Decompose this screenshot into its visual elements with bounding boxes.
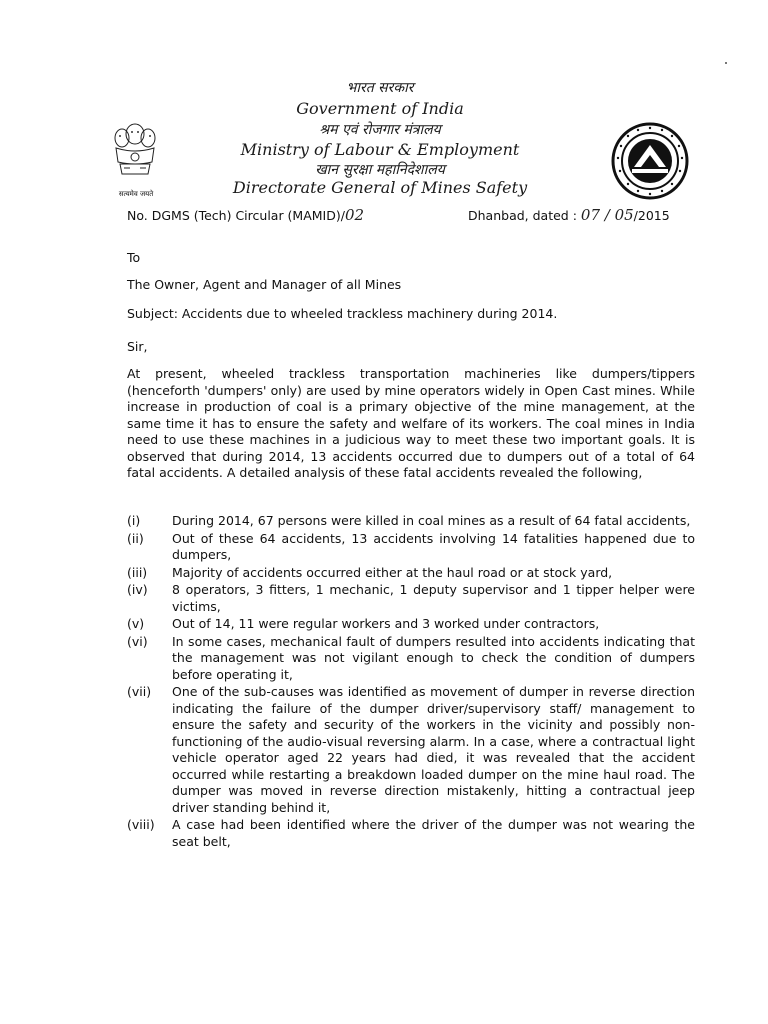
list-item — [127, 817, 695, 850]
list-item-number: (viii) — [127, 817, 155, 832]
list-item — [127, 616, 695, 633]
country-title: Government of India — [296, 99, 464, 118]
findings-list — [127, 513, 695, 851]
list-item-number: (iii) — [127, 564, 148, 580]
scan-speck — [725, 62, 727, 64]
list-item-number: (iv) — [127, 582, 148, 597]
place-date-label: Dhanbad, dated : — [468, 208, 577, 223]
list-item-text: 8 operators, 3 fitters, 1 mechanic, 1 deputy supervisor and 1 tipper helper were victims, — [172, 582, 695, 614]
hindi-ministry-title: श्रम एवं रोजगार मंत्रालय — [319, 122, 441, 138]
list-item — [127, 634, 695, 684]
circular-number — [127, 206, 364, 224]
list-item-number: (v) — [127, 616, 145, 631]
list-item-number: (ii) — [127, 530, 144, 546]
list-item — [127, 565, 695, 582]
list-item-number: (vi) — [127, 633, 148, 649]
list-item-text: Majority of accidents occurred either at the haul road or at stock yard, — [172, 564, 613, 580]
list-item — [127, 513, 695, 530]
national-emblem-icon — [110, 118, 160, 198]
list-item — [127, 531, 695, 564]
emblem-caption: सत्यमेव जयते — [118, 190, 154, 198]
list-item-text: Out of these 64 accidents, 13 accidents involving 14 fatalities happened due to dumpers, — [172, 530, 695, 562]
list-item-number: (vii) — [127, 684, 152, 699]
place-date — [468, 206, 670, 224]
directorate-title: Directorate General of Mines Safety — [232, 178, 528, 197]
list-item — [127, 684, 695, 816]
date-year: /2015 — [633, 208, 670, 223]
list-item — [127, 582, 695, 615]
subject-line: Subject: Accidents due to wheeled trackless machinery during 2014. — [127, 306, 558, 321]
list-item-text: A case had been identified where the driver of the dumper was not wearing the seat belt, — [172, 817, 695, 849]
circular-number-text: No. DGMS (Tech) Circular (MAMID)/ — [127, 208, 345, 223]
list-item-text: Out of 14, 11 were regular workers and 3 worked under contractors, — [172, 616, 600, 631]
list-item-text: In some cases, mechanical fault of dumpers resulted into accidents indicating that the management was not vigilant enough to check the condition of dumpers before operating it, — [172, 633, 695, 682]
hindi-directorate-title: खान सुरक्षा महानिदेशालय — [315, 162, 445, 178]
ministry-title: Ministry of Labour & Employment — [240, 140, 520, 159]
circular-number-handwritten: 02 — [344, 206, 365, 224]
to-label: To — [127, 250, 141, 265]
intro-paragraph: At present, wheeled trackless transportation machineries like dumpers/tippers (henceforth 'dumpers' only) are used by mine operators widely in Open Cast mines. While increase in production of coal is a primary objective of the mine management, at the same time it has to ensure the safety and welfare of its workers. The coal mines in India need to use these machines in a judicious way to meet these two important goals. It is observed that during 2014, 13 accidents occurred due to dumpers out of a total of 64 fatal accidents. A detailed analysis of these fatal accidents revealed the following, — [127, 366, 695, 480]
list-item-number: (i) — [127, 513, 141, 528]
list-item-text: One of the sub-causes was identified as movement of dumper in reverse direction indicating the failure of the dumper driver/supervisory staff/ management to ensure the safety and security of the workers in the vicinity and possibly non-functioning of the audio-visual reversing alarm. In a case, where a contractual light vehicle operator aged 22 years had died, it was revealed that the accident occurred while restarting a breakdown loaded dumper on the mine haul road. The dumper was moved in reverse direction mistakenly, hitting a contractual jeep driver standing behind it, — [172, 684, 695, 815]
dgms-seal-icon — [610, 121, 690, 201]
list-item-text: During 2014, 67 persons were killed in coal mines as a result of 64 fatal accidents, — [172, 513, 691, 528]
hindi-country-title: भारत सरकार — [346, 80, 414, 96]
date-handwritten: 07 / 05 — [580, 206, 634, 224]
recipient: The Owner, Agent and Manager of all Mines — [127, 277, 402, 292]
salutation: Sir, — [127, 339, 148, 354]
